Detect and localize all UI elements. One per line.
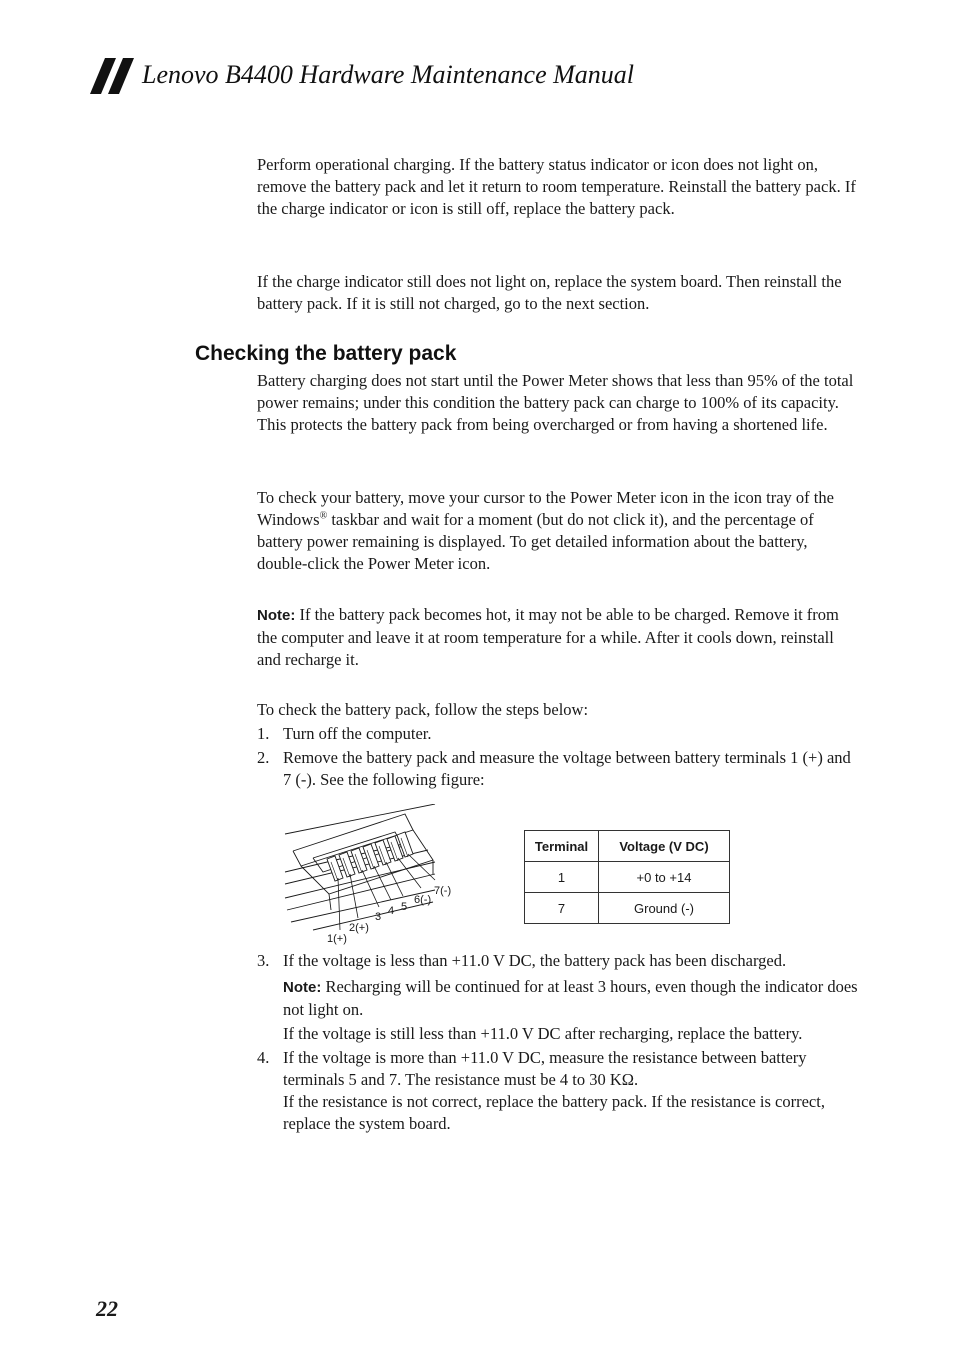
note-text: If the battery pack becomes hot, it may not be able to be charged. Remove it from the computer and leave it at room temperature for a while. After it cools down, reinstall and recharge it. (257, 605, 839, 669)
terminal-label-5: 5 (401, 901, 408, 913)
terminal-label-3: 3 (375, 911, 382, 923)
step-text: If the voltage is more than +11.0 V DC, measure the resistance between battery terminals 5 and 7. The resistance must be 4 to 30 KΩ. (283, 1048, 807, 1089)
table-cell: 7 (525, 893, 599, 924)
table-row (525, 862, 730, 893)
terminal-label-2: 2(+) (349, 922, 369, 934)
list-item (257, 747, 857, 791)
table-cell: Ground (-) (599, 893, 730, 924)
note-label: Note: (283, 979, 322, 996)
section-heading: Checking the battery pack (195, 342, 457, 365)
table-header: Voltage (V DC) (599, 831, 730, 862)
paragraph-replace-system-board: If the charge indicator still does not light on, replace the system board. Then reinstall the battery pack. If it is still not charged, go to the next section. (257, 272, 842, 313)
step-text: If the voltage is less than +11.0 V DC, the battery pack has been discharged. (283, 951, 787, 970)
paragraph-operational-charging: Perform operational charging. If the battery status indicator or icon does not light on, remove the battery pack and let it return to room temperature. Reinstall the battery pack. If the charge indicator or icon is still off, replace the battery pack. (257, 155, 856, 218)
note-label: Note: (257, 607, 296, 624)
table-cell: 1 (525, 862, 599, 893)
step-number: 1. (257, 724, 270, 743)
power-meter-text-end: taskbar and wait for a moment (but do not click it), and the percentage of battery power remaining is displayed. To get detailed information about the battery, double-click the Power Meter icon. (257, 510, 814, 573)
note-hot-battery (257, 604, 857, 671)
terminal-label-4: 4 (388, 905, 395, 917)
page-number: 22 (96, 1296, 118, 1321)
step-number: 2. (257, 748, 270, 767)
step-number: 4. (257, 1048, 270, 1067)
list-item (257, 1047, 857, 1135)
table-row (525, 893, 730, 924)
registered-mark: ® (319, 510, 328, 522)
header-title: Lenovo B4400 Hardware Maintenance Manual (142, 60, 634, 89)
terminal-voltage-table (524, 830, 730, 924)
terminal-label-1: 1(+) (327, 933, 347, 945)
terminal-label-7: 7(-) (434, 885, 452, 897)
battery-terminal-figure (283, 804, 453, 946)
power-meter-text-start: To check your battery, move your cursor to the Power Meter icon in the icon tray of the Windows (257, 488, 834, 529)
table-cell: +0 to +14 (599, 862, 730, 893)
note-text: Recharging will be continued for at least 3 hours, even though the indicator does not light on. (283, 977, 858, 1019)
step-extra-text: If the resistance is not correct, replace the battery pack. If the resistance is correct, replace the system board. (283, 1092, 825, 1133)
table-header: Terminal (525, 831, 599, 862)
paragraph-charging-threshold: Battery charging does not start until the Power Meter shows that less than 95% of the total power remains; under this condition the battery pack can charge to 100% of its capacity. This protects the battery pack from being overcharged or from having a shortened life. (257, 371, 854, 434)
step-text: Turn off the computer. (283, 724, 432, 743)
step-text: Remove the battery pack and measure the voltage between battery terminals 1 (+) and 7 (-). See the following figure: (283, 748, 851, 789)
paragraph-power-meter (257, 487, 857, 575)
table-header-row (525, 831, 730, 862)
terminal-label-6: 6(-) (414, 894, 432, 906)
steps-intro: To check the battery pack, follow the steps below: (257, 700, 589, 719)
list-item (257, 723, 857, 745)
list-item (257, 950, 857, 972)
note-recharging (283, 976, 863, 1021)
paragraph-replace-battery: If the voltage is still less than +11.0 V DC after recharging, replace the battery. (283, 1024, 803, 1043)
header-slash-logo-icon (90, 58, 136, 94)
step-number: 3. (257, 951, 270, 970)
